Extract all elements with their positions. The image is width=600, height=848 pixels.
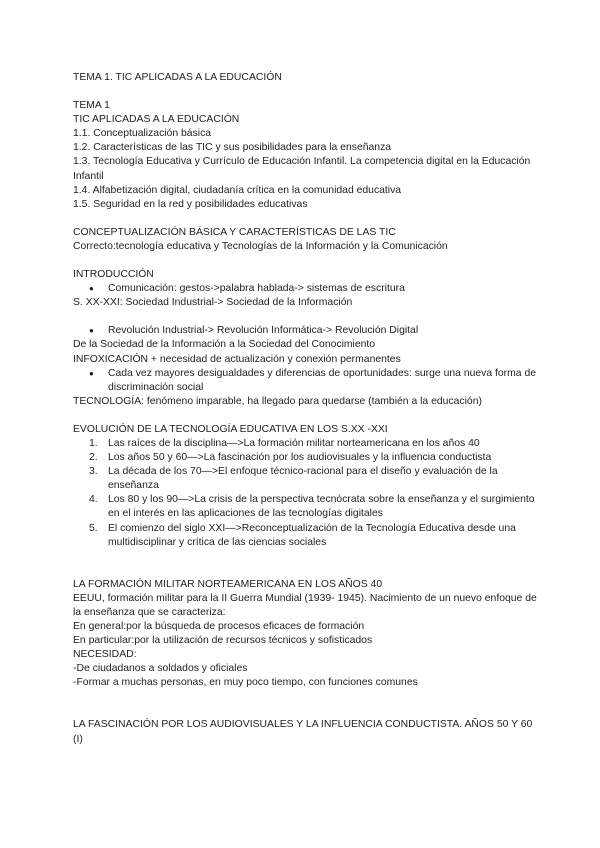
section-heading: LA FORMACIÓN MILITAR NORTEAMERICANA EN LOS AÑOS 40 xyxy=(73,578,383,590)
toc-subtitle: TIC APLICADAS A LA EDUCACIÓN xyxy=(73,114,240,126)
list-text: Los 80 y los 90—>La crisis de la perspectiva tecnócrata sobre la enseñanza y el surgimiento en el interés en las aplicaciones de las tecnologías digitales xyxy=(108,494,535,520)
paragraph: De la Sociedad de la Información a la Sociedad del Conocimiento xyxy=(73,339,376,351)
document-page xyxy=(73,71,543,747)
list-number: 5. xyxy=(89,522,98,534)
list-text: Las raíces de la disciplina—>La formación militar norteamericana en los años 40 xyxy=(108,437,480,449)
list-item xyxy=(73,493,543,521)
list-number: 4. xyxy=(89,494,98,506)
paragraph: En general:por la búsqueda de procesos eficaces de formación xyxy=(73,621,365,632)
list-item: ● Comunicación: gestos->palabra hablada-> sistemas de escritura xyxy=(73,282,543,296)
list-item: ● Revolución Industrial-> Revolución Informática-> Revolución Digital xyxy=(73,324,543,338)
numbered-list xyxy=(73,437,543,550)
paragraph: EEUU, formación militar para la II Guerra Mundial (1939- 1945). Nacimiento de un nuevo enfoque de la enseñanza que se caracteriza: xyxy=(73,592,537,618)
list-number: 2. xyxy=(89,452,98,464)
list-number: 1. xyxy=(89,437,98,449)
section-heading: EVOLUCIÓN DE LA TECNOLOGÍA EDUCATIVA EN LOS S.XX -XXI xyxy=(73,423,388,435)
paragraph: TECNOLOGÍA: fenómeno imparable, ha llegado para quedarse (también a la educación) xyxy=(73,395,482,407)
paragraph: NECESIDAD: xyxy=(73,649,137,661)
paragraph: -Formar a muchas personas, en muy poco tiempo, con funciones comunes xyxy=(73,677,418,689)
paragraph: Correcto:tecnología educativa y Tecnologías de la Información y la Comunicación xyxy=(73,240,448,252)
bullet-list xyxy=(73,282,543,296)
paragraph: INFOXICACIÓN + necesidad de actualización y conexión permanentes xyxy=(73,353,401,365)
section-heading: INTRODUCCIÓN xyxy=(73,269,154,281)
toc-item: 1.3. Tecnología Educativa y Currículo de Educación Infantil. La competencia digital en la Educación Infantil xyxy=(73,156,531,182)
paragraph: En particular:por la utilización de recursos técnicos y sofisticados xyxy=(73,635,373,647)
list-text: Los años 50 y 60—>La fascinación por los audiovisuales y la influencia conductista xyxy=(108,452,492,464)
document-title: TEMA 1. TIC APLICADAS A LA EDUCACIÓN xyxy=(73,72,282,83)
list-item xyxy=(73,437,543,451)
list-number: 3. xyxy=(89,466,98,478)
paragraph: -De ciudadanos a soldados y oficiales xyxy=(73,663,248,675)
section-heading: CONCEPTUALIZACIÓN BÁSICA Y CARACTERÍSTICAS DE LAS TIC xyxy=(73,226,396,238)
list-item xyxy=(73,451,543,465)
list-text: La década de los 70—>El enfoque técnico-racional para el diseño y evaluación de la enseñanza xyxy=(108,466,498,492)
list-item xyxy=(73,465,543,493)
section-heading: LA FASCINACIÓN POR LOS AUDIOVISUALES Y LA INFLUENCIA CONDUCTISTA. AÑOS 50 Y 60 (I) xyxy=(73,719,533,745)
toc-item: 1.2. Características de las TIC y sus posibilidades para la enseñanza xyxy=(73,142,392,154)
toc-item: 1.5. Seguridad en la red y posibilidades educativas xyxy=(73,198,308,210)
list-text: El comienzo del siglo XXI—>Reconceptualización de la Tecnología Educativa desde una multidisciplinar y crítica de las ciencias sociales xyxy=(108,522,516,548)
bullet-list xyxy=(73,324,543,338)
toc-tema: TEMA 1 xyxy=(73,100,110,112)
list-item xyxy=(73,522,543,550)
toc-item: 1.1. Conceptualización básica xyxy=(73,128,212,140)
paragraph: S. XX-XXI: Sociedad Industrial-> Sociedad de la Información xyxy=(73,297,353,309)
bullet-list xyxy=(73,367,543,395)
list-item: ● Cada vez mayores desigualdades y diferencias de oportunidades: surge una nueva forma de discriminación social xyxy=(73,367,543,395)
toc-item: 1.4. Alfabetización digital, ciudadanía crítica en la comunidad educativa xyxy=(73,184,402,196)
